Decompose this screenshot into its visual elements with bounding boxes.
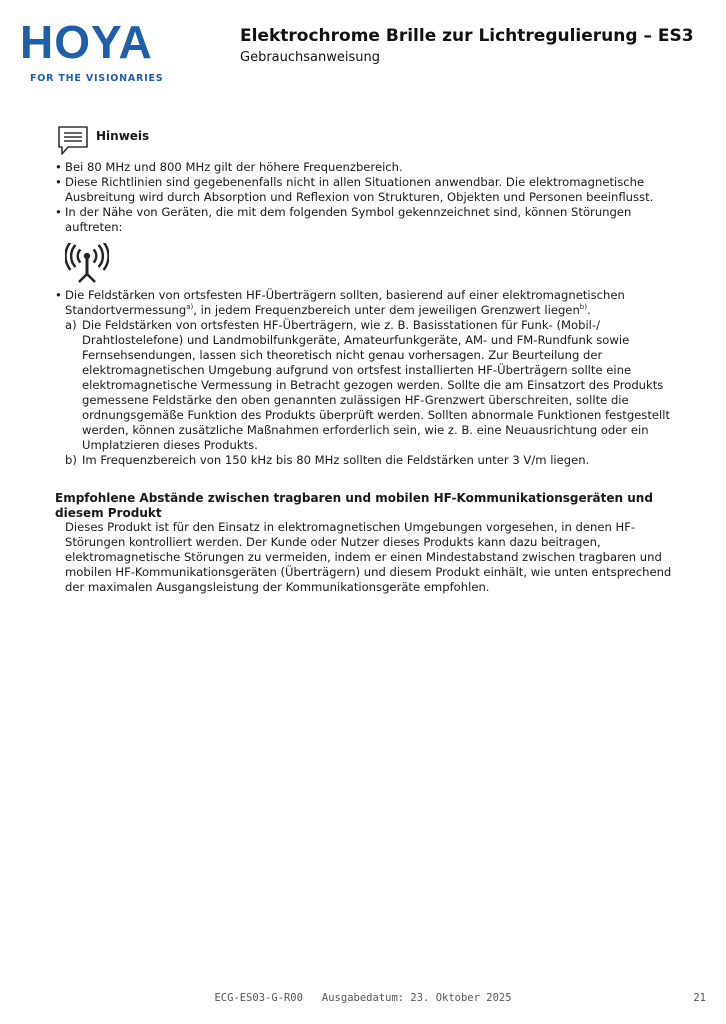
document-title: Elektrochrome Brille zur Lichtregulierung – ES3 bbox=[240, 26, 694, 46]
note-bullet-field-strength bbox=[55, 288, 675, 318]
logo-tagline: FOR THE VISIONARIES bbox=[30, 73, 164, 84]
note-icon bbox=[57, 125, 89, 157]
note-bullet-symbol: • In der Nähe von Geräten, die mit dem folgenden Symbol gekennzeichnet sind, können Störungen auftreten: bbox=[55, 205, 675, 235]
subitem-a bbox=[55, 318, 675, 453]
subitem-a-marker: a) bbox=[65, 318, 77, 332]
field-strength-text-1: Die Feldstärken von ortsfesten HF-Überträgern sollten, basierend auf einer elektromagnetischen Standortvermessung bbox=[65, 288, 625, 317]
hoya-logo bbox=[20, 16, 190, 88]
main-content bbox=[55, 160, 675, 595]
subitem-a-text: Die Feldstärken von ortsfesten HF-Überträgern, wie z. B. Basisstationen für Funk- (Mobil-/ Drahtlostelefone) und Landmobilfunkgeräte, Amateurfunkgeräte, AM- und FM-Rundfunk sowie Fernsehsendungen, lassen sich theoretisch nicht genau vorhersagen. Zur Beurteilung der elektromagnetischen Umgebung aufgrund von ortsfest installierten HF-Überträgern sollte eine elektromagnetische Vermessung in Betracht gezogen werden. Sollte die am Einsatzort des Produkts gemessene Feldstärke den oben genannten zulässigen HF-Grenzwert überschreiten, sollte die ordnungsgemäße Funktion des Produkts überprüft werden. Sollten abnormale Funktionen festgestellt werden, können zusätzliche Maßnahmen erforderlich sein, wie z. B. eine Neuausrichtung oder ein Umplatzieren dieses Produkts. bbox=[82, 318, 671, 452]
section-body: Dieses Produkt ist für den Einsatz in elektromagnetischen Umgebungen vorgesehen, in denen HF-Störungen kontrolliert werden. Der Kunde oder Nutzer dieses Produkts kann dazu beitragen, elektromagnetische Störungen zu vermeiden, indem er einen Mindestabstand zwischen tragbaren und mobilen HF-Kommunikationsgeräten (Überträgern) und diesem Produkt einhält, wie unten entsprechend der maximalen Ausgangsleistung der Kommunikationsgeräte empfohlen. bbox=[65, 520, 672, 594]
logo-wordmark: HOYA bbox=[20, 16, 153, 68]
subitem-b-text: Im Frequenzbereich von 150 kHz bis 80 MHz sollten die Feldstärken unter 3 V/m liegen. bbox=[82, 453, 590, 467]
footnote-ref-a: a) bbox=[186, 303, 194, 312]
note-bullet-frequency: • Bei 80 MHz und 800 MHz gilt der höhere Frequenzbereich. bbox=[55, 160, 675, 175]
non-ionizing-radiation-icon bbox=[65, 243, 109, 283]
page-number: 21 bbox=[693, 992, 706, 1004]
document-subtitle: Gebrauchsanweisung bbox=[240, 50, 380, 65]
footer-text: ECG-ES03-G-R00 Ausgabedatum: 23. Oktober 2025 bbox=[214, 992, 512, 1004]
section-heading: Empfohlene Abstände zwischen tragbaren und mobilen HF-Kommunikationsgeräten und diesem Produkt bbox=[55, 491, 653, 520]
field-strength-text-2: , in jedem Frequenzbereich unter dem jeweiligen Grenzwert liegen bbox=[193, 303, 580, 317]
footer-issue-info bbox=[0, 992, 726, 1004]
note-heading: Hinweis bbox=[96, 129, 150, 143]
footnote-ref-b: b) bbox=[579, 303, 587, 312]
subitem-b bbox=[55, 453, 675, 468]
field-strength-text-3: . bbox=[586, 303, 591, 317]
subitem-b-marker: b) bbox=[65, 453, 77, 467]
note-bullet-guidelines: • Diese Richtlinien sind gegebenenfalls nicht in allen Situationen anwendbar. Die elektromagnetische Ausbreitung wird durch Absorption und Reflexion von Strukturen, Objekten und Personen beeinflusst. bbox=[55, 175, 675, 205]
